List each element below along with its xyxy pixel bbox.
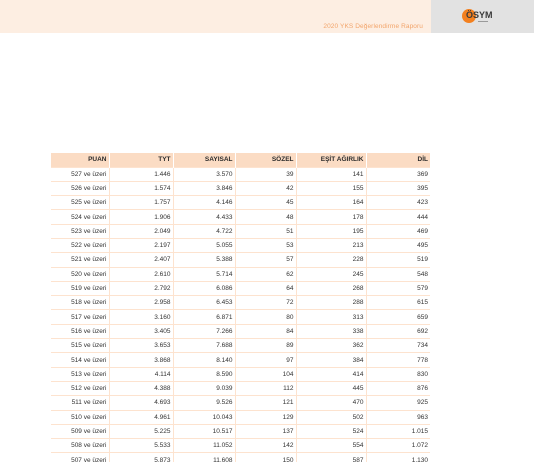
cell-sayisal: 4.433 [173, 210, 235, 224]
logo-text: ÖSYM [466, 10, 493, 20]
cell-tyt: 1.446 [109, 167, 173, 181]
cell-sayisal: 4.722 [173, 224, 235, 238]
cell-puan: 523 ve üzeri [51, 224, 109, 238]
cell-sayisal: 5.055 [173, 238, 235, 252]
cell-esit-agirlik: 245 [296, 267, 366, 281]
cell-dil: 1.130 [366, 453, 430, 462]
cell-dil: 395 [366, 181, 430, 195]
cell-dil: 519 [366, 253, 430, 267]
cell-sozel: 97 [235, 353, 296, 367]
osym-logo [431, 0, 534, 33]
cell-sozel: 72 [235, 296, 296, 310]
cell-dil: 469 [366, 224, 430, 238]
table-row [51, 310, 430, 324]
cell-tyt: 3.160 [109, 310, 173, 324]
cell-puan: 509 ve üzeri [51, 424, 109, 438]
cell-esit-agirlik: 164 [296, 196, 366, 210]
cell-puan: 517 ve üzeri [51, 310, 109, 324]
table-header-row [51, 153, 430, 167]
cell-sayisal: 9.039 [173, 381, 235, 395]
cell-dil: 778 [366, 353, 430, 367]
column-header-dil: DİL [366, 153, 430, 167]
cell-dil: 876 [366, 381, 430, 395]
cell-esit-agirlik: 178 [296, 210, 366, 224]
cell-tyt: 4.388 [109, 381, 173, 395]
cell-sozel: 57 [235, 253, 296, 267]
logo-underline [478, 21, 488, 22]
cell-puan: 507 ve üzeri [51, 453, 109, 462]
cell-dil: 615 [366, 296, 430, 310]
cell-esit-agirlik: 524 [296, 424, 366, 438]
cell-sayisal: 10.517 [173, 424, 235, 438]
cell-sayisal: 3.570 [173, 167, 235, 181]
cell-puan: 508 ve üzeri [51, 439, 109, 453]
cell-tyt: 1.906 [109, 210, 173, 224]
cell-sozel: 64 [235, 281, 296, 295]
cell-tyt: 2.958 [109, 296, 173, 310]
cell-esit-agirlik: 384 [296, 353, 366, 367]
cell-puan: 527 ve üzeri [51, 167, 109, 181]
cell-esit-agirlik: 445 [296, 381, 366, 395]
table-row [51, 453, 430, 462]
cell-tyt: 5.225 [109, 424, 173, 438]
cell-sayisal: 6.453 [173, 296, 235, 310]
cell-sozel: 39 [235, 167, 296, 181]
cell-sozel: 129 [235, 410, 296, 424]
table-row [51, 396, 430, 410]
cell-tyt: 3.868 [109, 353, 173, 367]
cell-esit-agirlik: 288 [296, 296, 366, 310]
table-row [51, 410, 430, 424]
cell-dil: 659 [366, 310, 430, 324]
cell-dil: 495 [366, 238, 430, 252]
cell-puan: 510 ve üzeri [51, 410, 109, 424]
cell-sozel: 121 [235, 396, 296, 410]
cell-esit-agirlik: 338 [296, 324, 366, 338]
cell-esit-agirlik: 141 [296, 167, 366, 181]
cell-puan: 511 ve üzeri [51, 396, 109, 410]
cell-sozel: 80 [235, 310, 296, 324]
cell-sayisal: 7.688 [173, 339, 235, 353]
cell-sayisal: 4.146 [173, 196, 235, 210]
column-header-sayisal: SAYISAL [173, 153, 235, 167]
cell-puan: 515 ve üzeri [51, 339, 109, 353]
score-distribution-table [51, 153, 430, 462]
cell-esit-agirlik: 155 [296, 181, 366, 195]
table-row [51, 424, 430, 438]
cell-esit-agirlik: 470 [296, 396, 366, 410]
table-row [51, 253, 430, 267]
cell-tyt: 2.049 [109, 224, 173, 238]
cell-sozel: 42 [235, 181, 296, 195]
table-row [51, 267, 430, 281]
table-row [51, 296, 430, 310]
cell-esit-agirlik: 502 [296, 410, 366, 424]
cell-sozel: 53 [235, 238, 296, 252]
cell-sayisal: 6.086 [173, 281, 235, 295]
table-row [51, 196, 430, 210]
table-row [51, 167, 430, 181]
table-body [51, 167, 430, 462]
column-header-sozel: SÖZEL [235, 153, 296, 167]
cell-esit-agirlik: 195 [296, 224, 366, 238]
cell-dil: 692 [366, 324, 430, 338]
cell-dil: 830 [366, 367, 430, 381]
cell-sozel: 150 [235, 453, 296, 462]
cell-dil: 925 [366, 396, 430, 410]
table-row [51, 324, 430, 338]
cell-esit-agirlik: 313 [296, 310, 366, 324]
cell-tyt: 4.693 [109, 396, 173, 410]
cell-puan: 516 ve üzeri [51, 324, 109, 338]
cell-esit-agirlik: 362 [296, 339, 366, 353]
cell-tyt: 2.197 [109, 238, 173, 252]
table-row [51, 439, 430, 453]
table-row [51, 210, 430, 224]
cell-sozel: 62 [235, 267, 296, 281]
cell-sozel: 51 [235, 224, 296, 238]
cell-tyt: 2.407 [109, 253, 173, 267]
cell-sozel: 84 [235, 324, 296, 338]
cell-puan: 525 ve üzeri [51, 196, 109, 210]
cell-sozel: 137 [235, 424, 296, 438]
column-header-esit-agirlik: EŞİT AĞIRLIK [296, 153, 366, 167]
table-row [51, 181, 430, 195]
header-band [0, 0, 431, 33]
cell-puan: 513 ve üzeri [51, 367, 109, 381]
cell-esit-agirlik: 213 [296, 238, 366, 252]
cell-esit-agirlik: 228 [296, 253, 366, 267]
cell-sayisal: 7.266 [173, 324, 235, 338]
cell-dil: 1.015 [366, 424, 430, 438]
cell-tyt: 4.961 [109, 410, 173, 424]
cell-tyt: 3.653 [109, 339, 173, 353]
cell-puan: 526 ve üzeri [51, 181, 109, 195]
table-row [51, 367, 430, 381]
cell-sayisal: 6.871 [173, 310, 235, 324]
cell-sayisal: 8.140 [173, 353, 235, 367]
cell-sayisal: 5.714 [173, 267, 235, 281]
cell-sozel: 142 [235, 439, 296, 453]
cell-sayisal: 5.388 [173, 253, 235, 267]
column-header-tyt: TYT [109, 153, 173, 167]
cell-puan: 522 ve üzeri [51, 238, 109, 252]
cell-dil: 734 [366, 339, 430, 353]
cell-dil: 579 [366, 281, 430, 295]
cell-esit-agirlik: 268 [296, 281, 366, 295]
cell-tyt: 2.792 [109, 281, 173, 295]
cell-esit-agirlik: 554 [296, 439, 366, 453]
cell-esit-agirlik: 587 [296, 453, 366, 462]
cell-puan: 520 ve üzeri [51, 267, 109, 281]
cell-puan: 521 ve üzeri [51, 253, 109, 267]
cell-sayisal: 8.590 [173, 367, 235, 381]
cell-dil: 1.072 [366, 439, 430, 453]
cell-sayisal: 9.526 [173, 396, 235, 410]
cell-puan: 512 ve üzeri [51, 381, 109, 395]
cell-dil: 369 [366, 167, 430, 181]
cell-sozel: 48 [235, 210, 296, 224]
cell-tyt: 2.610 [109, 267, 173, 281]
cell-tyt: 1.574 [109, 181, 173, 195]
column-header-puan: PUAN [88, 156, 107, 164]
cell-sayisal: 11.052 [173, 439, 235, 453]
cell-dil: 548 [366, 267, 430, 281]
table-row [51, 353, 430, 367]
cell-dil: 444 [366, 210, 430, 224]
cell-sozel: 104 [235, 367, 296, 381]
cell-tyt: 5.533 [109, 439, 173, 453]
cell-sayisal: 3.846 [173, 181, 235, 195]
cell-esit-agirlik: 414 [296, 367, 366, 381]
cell-puan: 514 ve üzeri [51, 353, 109, 367]
table-row [51, 281, 430, 295]
cell-tyt: 3.405 [109, 324, 173, 338]
cell-tyt: 5.873 [109, 453, 173, 462]
cell-puan: 519 ve üzeri [51, 281, 109, 295]
cell-dil: 423 [366, 196, 430, 210]
table-row [51, 339, 430, 353]
cell-sozel: 89 [235, 339, 296, 353]
cell-sayisal: 11.608 [173, 453, 235, 462]
cell-sozel: 45 [235, 196, 296, 210]
table-row [51, 224, 430, 238]
cell-tyt: 1.757 [109, 196, 173, 210]
cell-puan: 518 ve üzeri [51, 296, 109, 310]
cell-sozel: 112 [235, 381, 296, 395]
cell-sayisal: 10.043 [173, 410, 235, 424]
cell-puan: 524 ve üzeri [51, 210, 109, 224]
cell-dil: 963 [366, 410, 430, 424]
table-row [51, 238, 430, 252]
table-row [51, 381, 430, 395]
report-title: 2020 YKS Değerlendirme Raporu [323, 23, 423, 30]
cell-tyt: 4.114 [109, 367, 173, 381]
